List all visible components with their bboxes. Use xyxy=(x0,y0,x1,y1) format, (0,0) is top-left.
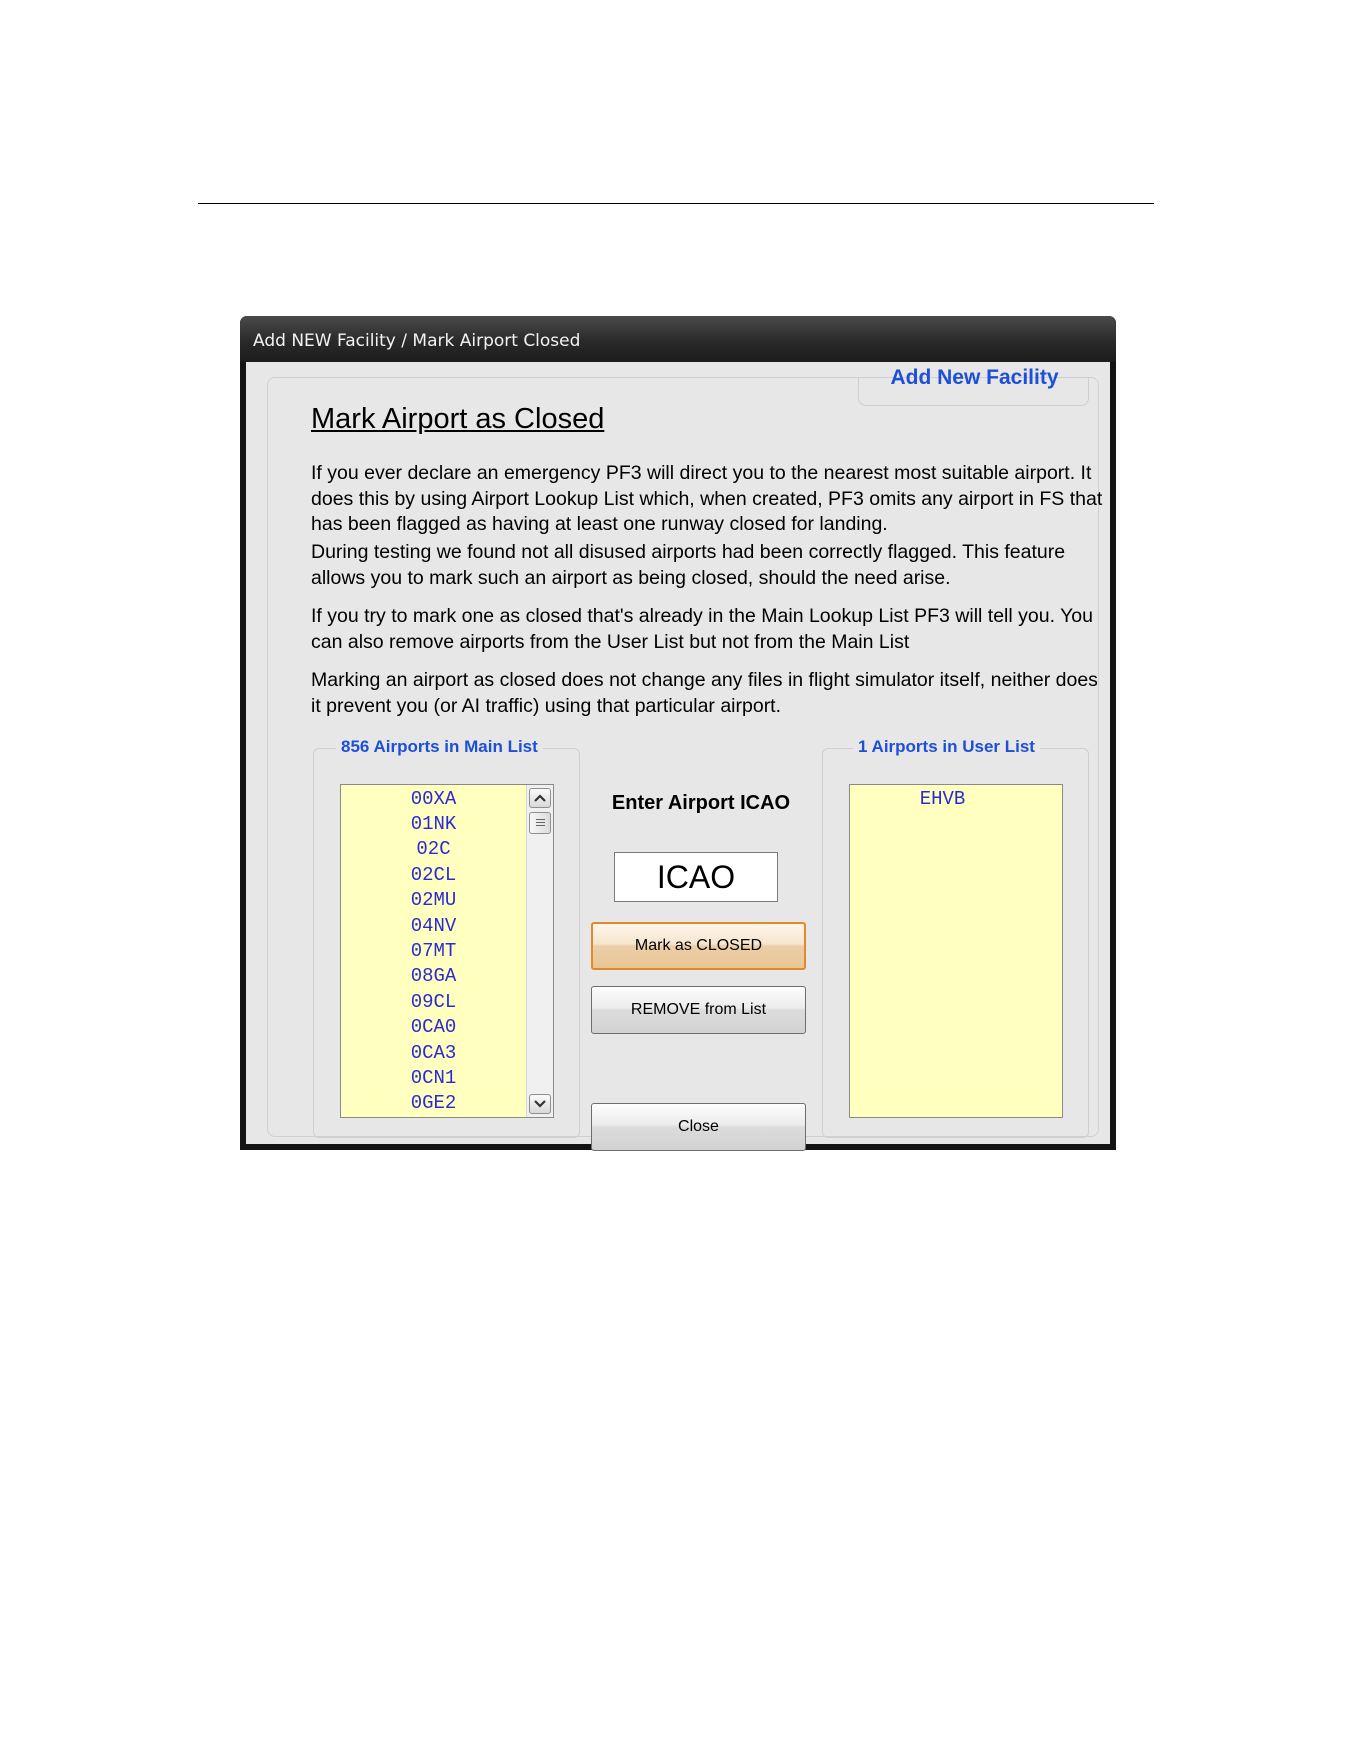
panel-heading: Mark Airport as Closed xyxy=(311,403,605,435)
remove-from-list-button[interactable]: REMOVE from List xyxy=(591,986,806,1034)
scroll-thumb[interactable] xyxy=(529,812,551,834)
description-paragraph-4: Marking an airport as closed does not change any files in flight simulator itself, neither does it prevent you (or AI traffic) using that particular airport. xyxy=(311,669,1098,717)
close-button[interactable]: Close xyxy=(591,1103,806,1151)
main-airport-list[interactable] xyxy=(340,784,554,1118)
user-list-group xyxy=(822,737,1089,1138)
list-item[interactable]: 0CA3 xyxy=(410,1042,457,1064)
list-item[interactable]: 07MT xyxy=(410,940,457,962)
user-list-label: 1 Airports in User List xyxy=(853,737,1040,757)
mark-closed-panel xyxy=(267,377,1103,1137)
list-item[interactable]: 09CL xyxy=(410,991,457,1013)
tab-add-new-facility-label: Add New Facility xyxy=(890,366,1059,389)
list-item[interactable]: 02MU xyxy=(410,889,457,911)
description-paragraph-2: During testing we found not all disused airports had been correctly flagged. This feature allows you to mark such an airport as being closed, should the need arise. xyxy=(311,541,1066,589)
list-item[interactable]: EHVB xyxy=(919,788,966,810)
window-title: Add NEW Facility / Mark Airport Closed xyxy=(253,331,581,351)
dialog-client-area xyxy=(246,362,1110,1144)
main-list-group xyxy=(313,737,580,1138)
page-divider xyxy=(198,203,1154,204)
list-item[interactable]: 0GE2 xyxy=(410,1092,457,1114)
list-item[interactable]: 04NV xyxy=(410,915,457,937)
list-item[interactable]: 08GA xyxy=(410,965,457,987)
list-item[interactable]: 0CN1 xyxy=(410,1067,457,1089)
scroll-down-button[interactable] xyxy=(529,1094,551,1114)
user-airport-list[interactable] xyxy=(849,784,1063,1118)
chevron-down-icon xyxy=(534,1099,546,1109)
main-list-scrollbar[interactable] xyxy=(526,785,553,1117)
list-item[interactable]: 02C xyxy=(416,838,451,860)
icao-input[interactable] xyxy=(614,852,778,902)
description-paragraph-1: If you ever declare an emergency PF3 will direct you to the nearest most suitable airport. It does this by using Airport Lookup List which, when created, PF3 omits any airport in FS that has been flagged as having at least one runway closed for landing. xyxy=(311,462,1103,535)
main-list-label: 856 Airports in Main List xyxy=(336,737,543,757)
dialog-window xyxy=(240,316,1116,1150)
list-item[interactable]: 01NK xyxy=(410,813,457,835)
title-bar[interactable] xyxy=(240,316,1116,362)
list-item[interactable]: 00XA xyxy=(410,788,457,810)
scroll-up-button[interactable] xyxy=(529,788,551,808)
list-item[interactable]: 0CA0 xyxy=(410,1016,457,1038)
chevron-up-icon xyxy=(534,793,546,803)
tab-add-new-facility[interactable] xyxy=(858,366,1089,406)
mark-closed-button[interactable]: Mark as CLOSED xyxy=(591,922,806,970)
list-item[interactable]: 02CL xyxy=(410,864,457,886)
description-paragraph-3: If you try to mark one as closed that's already in the Main Lookup List PF3 will tell you. You can also remove airports from the User List but not from the Main List xyxy=(311,605,1093,653)
enter-icao-label: Enter Airport ICAO xyxy=(611,792,791,814)
